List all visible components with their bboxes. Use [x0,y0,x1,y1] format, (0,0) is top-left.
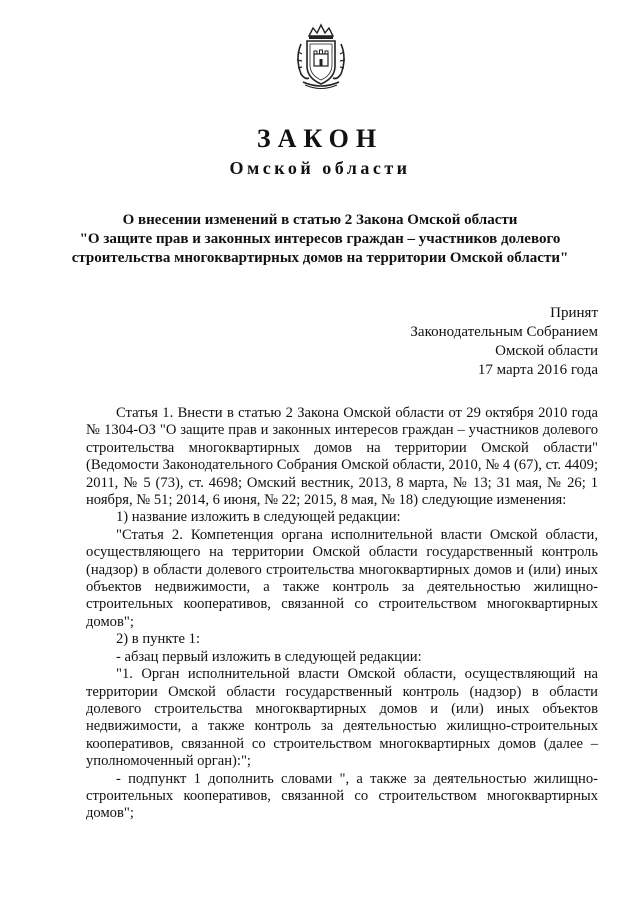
law-heading-line: "О защите прав и законных интересов граждан – участников долевого [79,231,561,247]
document-subtitle: Омской области [229,158,411,178]
law-heading [60,211,580,268]
adoption-block [410,304,598,380]
quoted-text: "Статья 2. Компетенция органа исполнительной власти Омской области, осуществляющего на территории Омской области государственный контроль (надзор) в области долевого строительства многоквартирных домов и (или) иных объектов недвижимости, а также контроль за деятельностью жилищно-строительных кооперативов, связанной со строительством многоквартирных домов"; [86,526,598,630]
document-title: ЗАКОН [256,124,384,153]
adoption-date: 17 марта 2016 года [477,362,598,378]
adoption-line: Законодательным Собранием [410,324,598,340]
law-body [86,405,598,823]
law-heading-line: строительства многоквартирных домов на территории Омской области" [71,250,569,266]
amendment-item: 2) в пункте 1: [116,631,201,648]
article-paragraph: Статья 1. Внести в статью 2 Закона Омской области от 29 октября 2010 года № 1304-ОЗ "О защите прав и законных интересов граждан – участников долевого строительства многоквартирных домов на территории Омской области" (Ведомости Законодательного Собрания Омской области, 2010, № 4 (67), ст. 4409; 2011, № 5 (73), ст. 4698; Омский вестник, 2013, 8 марта, № 13; 31 мая, № 26; 1 ноября, № 51; 2014, 6 июня, № 22; 2015, 8 мая, № 18) следующие изменения: [86,405,598,509]
adoption-line: Омской области [495,343,598,359]
amendment-subitem: - абзац первый изложить в следующей редакции: [116,648,422,665]
amendment-subitem: - подпункт 1 дополнить словами ", а также за деятельностью жилищно-строительных кооперативов, связанной со строительством многоквартирных домов"; [86,770,598,822]
adoption-line: Принят [550,305,598,321]
quoted-text: "1. Орган исполнительной власти Омской области, осуществляющий на территории Омской области государственный контроль (надзор) в области долевого строительства многоквартирных домов и (или) иных объектов недвижимости, а также контроль за деятельностью жилищно-строительных кооперативов, связанной со строительством многоквартирных домов (далее – уполномоченный орган):"; [86,666,598,770]
law-heading-line: О внесении изменений в статью 2 Закона Омской области [122,212,518,228]
amendment-item: 1) название изложить в следующей редакции: [116,509,401,526]
omsk-coat-of-arms-icon [293,22,349,92]
